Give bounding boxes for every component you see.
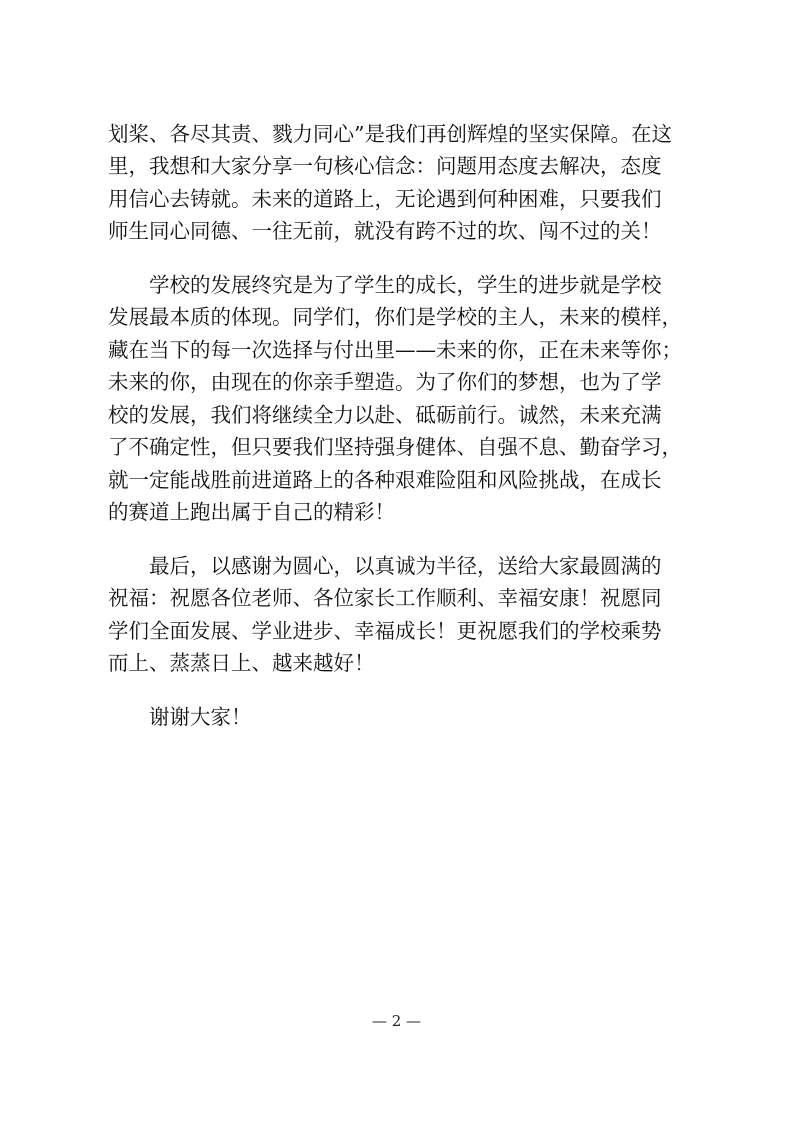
text-line: 师生同心同德、一往无前，就没有跨不过的坎、闯不过的关！ xyxy=(108,219,662,243)
text-line: 藏在当下的每一次选择与付出里——未来的你，正在未来等你； xyxy=(108,338,682,362)
text-line: 祝福：祝愿各位老师、各位家长工作顺利、幸福安康！祝愿同 xyxy=(108,586,662,610)
text-line: 发展最本质的体现。同学们，你们是学校的主人，未来的模样， xyxy=(108,305,682,329)
page-number: — 2 — xyxy=(371,1012,422,1030)
text-line: 校的发展，我们将继续全力以赴、砥砺前行。诚然，未来充满 xyxy=(108,403,662,427)
closing-line: 谢谢大家！ xyxy=(149,705,252,729)
text-line: 未来的你，由现在的你亲手塑造。为了你们的梦想，也为了学 xyxy=(108,370,662,394)
text-line: 就一定能战胜前进道路上的各种艰难险阻和风险挑战，在成长 xyxy=(108,468,662,492)
paragraph-first-line: 学校的发展终究是为了学生的成长，学生的进步就是学校 xyxy=(149,273,662,297)
text-line: 学们全面发展、学业进步、幸福成长！更祝愿我们的学校乘势 xyxy=(108,619,662,643)
text-line: 而上、蒸蒸日上、越来越好！ xyxy=(108,651,375,675)
text-line: 划桨、各尽其责、戮力同心”是我们再创辉煌的坚实保障。在这 xyxy=(108,122,672,146)
text-line: 用信心去铸就。未来的道路上，无论遇到何种困难，只要我们 xyxy=(108,187,662,211)
text-line: 的赛道上跑出属于自己的精彩！ xyxy=(108,500,395,524)
paragraph-first-line: 最后，以感谢为圆心，以真诚为半径，送给大家最圆满的 xyxy=(149,554,662,578)
text-line: 了不确定性，但只要我们坚持强身健体、自强不息、勤奋学习， xyxy=(108,435,682,459)
text-line: 里，我想和大家分享一句核心信念：问题用态度去解决，态度 xyxy=(108,154,662,178)
